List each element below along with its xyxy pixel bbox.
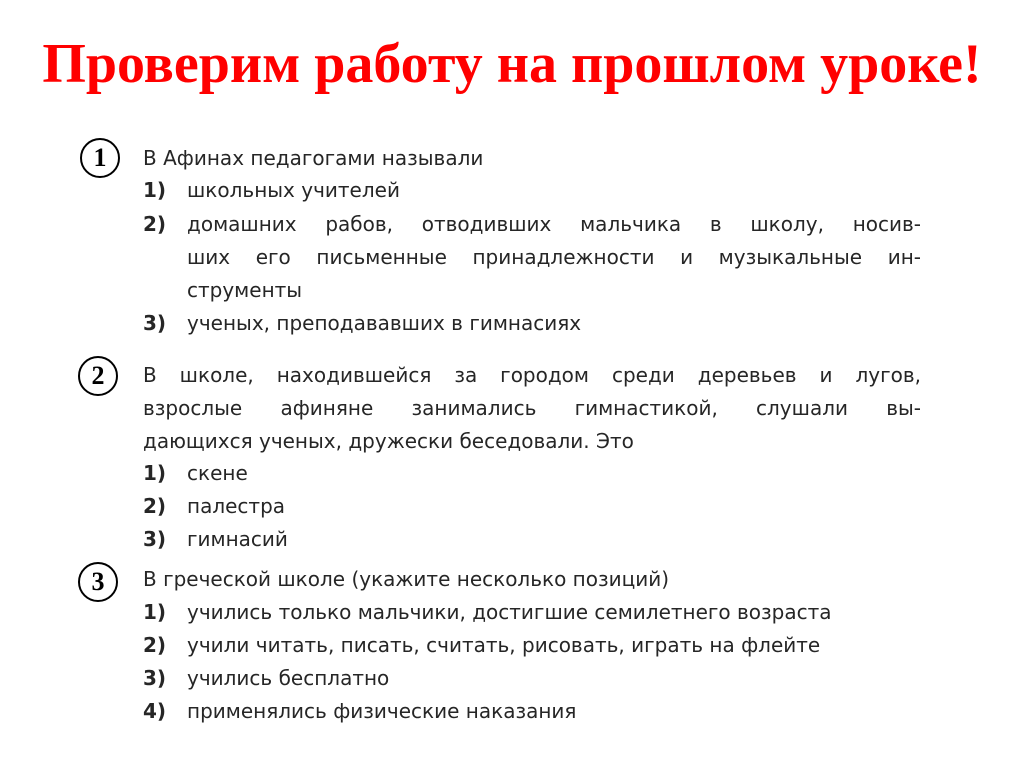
question-2-option-2-text: палестра — [187, 494, 286, 518]
question-1-option-3-text: ученых, преподававших в гимнасиях — [187, 311, 582, 335]
question-1-stem: В Афинах педагогами называли — [143, 146, 484, 170]
question-3-option-2-number: 2) — [143, 633, 167, 657]
question-3-number: 3 — [78, 562, 118, 602]
question-1-option-2-number: 2) — [143, 212, 167, 236]
question-3-option-2-text: учили читать, писать, считать, рисовать, играть на флейте — [187, 633, 821, 657]
question-3-option-1-text: учились только мальчики, достигшие семилетнего возраста — [187, 600, 832, 624]
question-1-number: 1 — [80, 138, 120, 178]
question-1-option-2-text-line-1: домашних рабов, отводивших мальчика в школу, носив- — [187, 212, 921, 236]
question-2-option-2-number: 2) — [143, 494, 167, 518]
question-2-stem-line-1: В школе, находившейся за городом среди деревьев и лугов, — [143, 363, 921, 387]
question-3-option-3-text: учились бесплатно — [187, 666, 390, 690]
question-1-option-1-text: школьных учителей — [187, 178, 400, 202]
question-3-option-4-text: применялись физические наказания — [187, 699, 577, 723]
question-1-option-3-number: 3) — [143, 311, 167, 335]
question-1-option-1-number: 1) — [143, 178, 167, 202]
question-2-number: 2 — [78, 356, 118, 396]
question-3-option-1-number: 1) — [143, 600, 167, 624]
question-3-stem: В греческой школе (укажите несколько позиций) — [143, 567, 670, 591]
question-1-option-2-text-line-3: струменты — [187, 278, 303, 302]
question-2-option-3-number: 3) — [143, 527, 167, 551]
slide-title: Проверим работу на прошлом уроке! — [42, 33, 982, 95]
question-3-option-3-number: 3) — [143, 666, 167, 690]
question-2-option-1-number: 1) — [143, 461, 167, 485]
question-3-option-4-number: 4) — [143, 699, 167, 723]
question-1-option-2-text-line-2: ших его письменные принадлежности и музыкальные ин- — [187, 245, 921, 269]
question-2-stem-line-3: дающихся ученых, дружески беседовали. Это — [143, 429, 634, 453]
question-2-stem-line-2: взрослые афиняне занимались гимнастикой, слушали вы- — [143, 396, 921, 420]
question-2-option-3-text: гимнасий — [187, 527, 288, 551]
question-2-option-1-text: скене — [187, 461, 248, 485]
